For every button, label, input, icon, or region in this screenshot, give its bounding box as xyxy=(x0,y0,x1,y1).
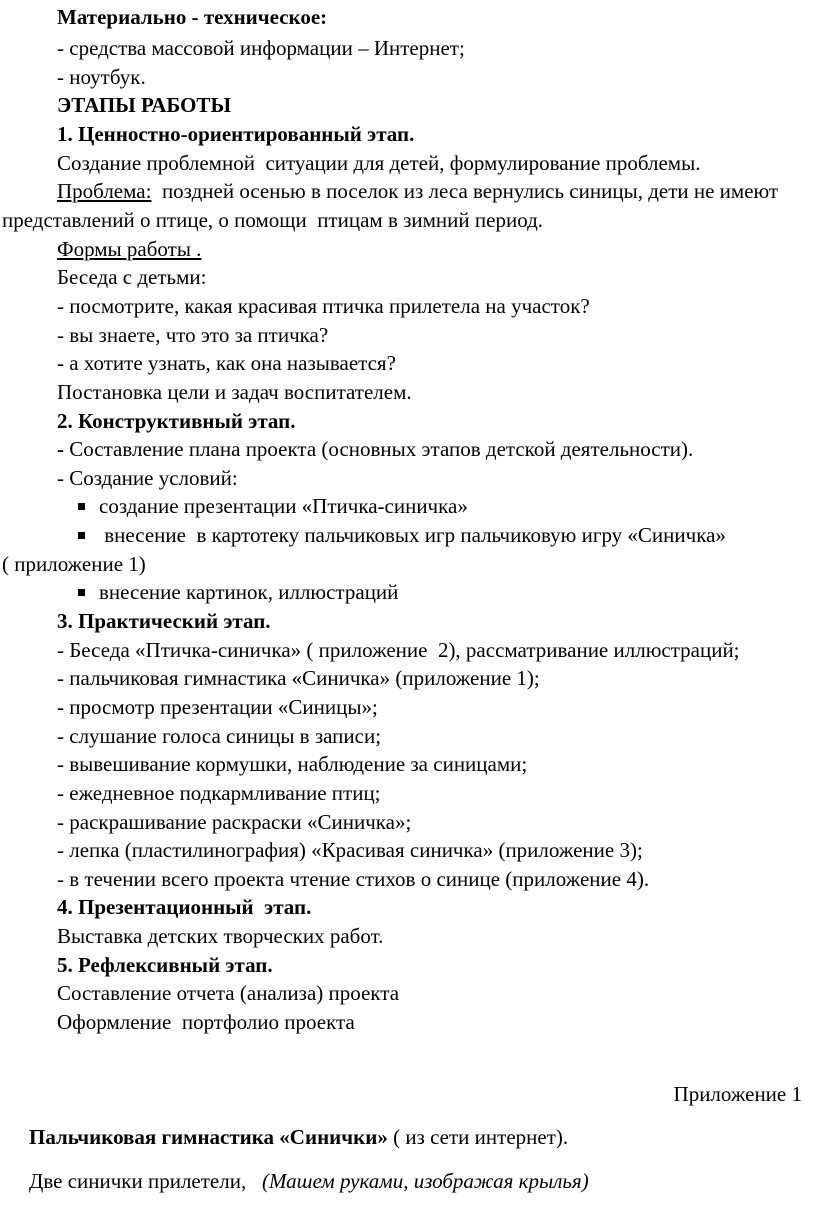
stage-5-title: 5. Рефлексивный этап. xyxy=(57,953,273,977)
resources-heading: Материально - техническое: xyxy=(57,5,328,29)
talk-question: - посмотрите, какая красивая птичка прилетела на участок? xyxy=(57,294,590,318)
stage-3-item: - ежедневное подкармливание птиц; xyxy=(57,781,381,805)
stage-3-item: - раскрашивание раскраски «Синичка»; xyxy=(57,810,412,834)
stage-2-plan xyxy=(57,436,693,462)
stage-3-item: - просмотр презентации «Синицы»; xyxy=(57,695,378,719)
stage-3-item: - пальчиковая гимнастика «Синичка» (приложение 1); xyxy=(57,666,540,690)
stages-heading: ЭТАПЫ РАБОТЫ xyxy=(57,93,232,117)
forms-label: Формы работы . xyxy=(57,237,202,261)
stage-5-item: Оформление портфолио проекта xyxy=(57,1010,355,1034)
stage-5-item: Составление отчета (анализа) проекта xyxy=(57,981,400,1005)
plan-text: Составление плана проекта (основных этапов детской деятельности). xyxy=(64,437,694,461)
appendix-title xyxy=(29,1124,568,1150)
bullet-item xyxy=(78,493,468,519)
problem-text: поздней осенью в поселок из леса вернулись синицы, дети не имеют xyxy=(151,179,779,203)
stage-3-item: - лепка (пластилинография) «Красивая синичка» (приложение 3); xyxy=(57,838,643,862)
resource-item: - средства массовой информации – Интернет; xyxy=(57,36,465,60)
plan-dash: - xyxy=(57,437,64,461)
appendix-title-bold: Пальчиковая гимнастика «Синички» xyxy=(29,1125,388,1149)
stage-2-title: 2. Конструктивный этап. xyxy=(57,409,296,433)
bullet-text: внесение картинок, иллюстраций xyxy=(99,580,399,604)
talk-question: - а хотите узнать, как она называется? xyxy=(57,351,396,375)
square-bullet-icon xyxy=(78,503,85,510)
stage-4-title: 4. Презентационный этап. xyxy=(57,895,312,919)
talk-question: - вы знаете, что это за птичка? xyxy=(57,323,329,347)
stage-4-text: Выставка детских творческих работ. xyxy=(57,924,384,948)
stage-1-goal: Постановка цели и задач воспитателем. xyxy=(57,380,412,404)
stage-3-item: - слушание голоса синицы в записи; xyxy=(57,724,382,748)
bullet-text: внесение в картотеку пальчиковых игр пальчиковую игру «Синичка» xyxy=(99,523,726,547)
stage-3-item: - Беседа «Птичка-синичка» ( приложение 2), рассматривание иллюстраций; xyxy=(57,638,740,662)
stage-1-title: 1. Ценностно-ориентированный этап. xyxy=(57,122,415,146)
square-bullet-icon xyxy=(78,589,85,596)
bullet-item xyxy=(78,522,726,548)
stage-3-item: - в течении всего проекта чтение стихов о синице (приложение 4). xyxy=(57,867,650,891)
talk-title: Беседа с детьми: xyxy=(57,265,207,289)
verse-note: (Машем руками, изображая крылья) xyxy=(261,1169,589,1193)
stage-2-conditions: - Создание условий: xyxy=(57,466,238,490)
appendix-label: Приложение 1 xyxy=(673,1082,802,1106)
verse-text: Две синички прилетели, xyxy=(29,1169,262,1193)
stage-1-intro: Создание проблемной ситуации для детей, формулирование проблемы. xyxy=(57,151,701,175)
stage-3-title: 3. Практический этап. xyxy=(57,609,271,633)
bullet-continuation: ( приложение 1) xyxy=(2,552,146,576)
square-bullet-icon xyxy=(78,532,85,539)
bullet-item xyxy=(78,579,398,605)
appendix-title-source: ( из сети интернет). xyxy=(387,1125,569,1149)
bullet-text: создание презентации «Птичка-синичка» xyxy=(99,494,468,518)
problem-line xyxy=(57,178,778,204)
resource-item: - ноутбук. xyxy=(57,65,146,89)
verse-line xyxy=(29,1168,589,1194)
problem-label: Проблема: xyxy=(57,179,152,203)
problem-continuation: представлений о птице, о помощи птицам в зимний период. xyxy=(2,208,544,232)
stage-3-item: - вывешивание кормушки, наблюдение за синицами; xyxy=(57,752,528,776)
